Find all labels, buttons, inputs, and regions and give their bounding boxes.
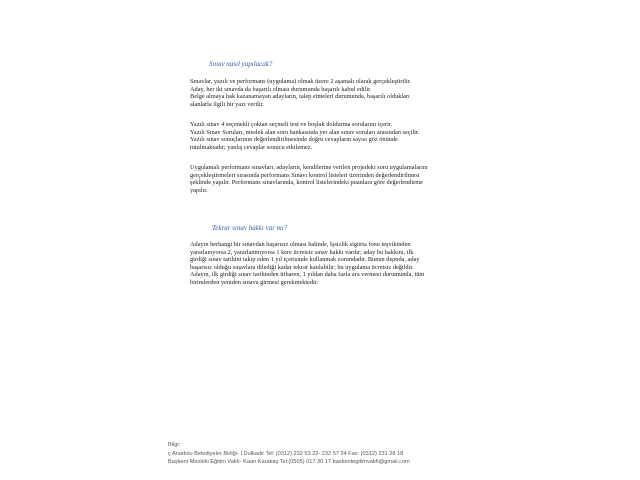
text-line: Adayın, ilk girdiği sınav tarihinden itibaren, 1 yıldan daha fazla ara vermesi durumunda, tüm (190, 271, 425, 279)
text-line: Belge almaya hak kazanamayan adayların, talep etmeleri durumunda, başarılı oldukları (190, 93, 410, 101)
section-heading-retake: Tekrar sınav hakkı var mı? (212, 224, 288, 232)
text-line: Yazılı Sınav Soruları, meslek alan soru bankasında yer alan sınav soruları arasından seçilir. (190, 128, 420, 136)
text-line: Adayın herhangi bir sınavdan başarısız olması halinde, İşsizlik sigorta fonu teşvikinden (190, 241, 411, 248)
text-line: Aday, her iki sınavda da başarılı olması durumunda başarılı kabul edilir. (190, 85, 372, 93)
section-heading-exam-method: Sınav nasıl yapılacak? (209, 60, 273, 68)
text-line: yapılır. (190, 186, 208, 194)
text-line: girdiği sınav tarihini takip eden 1 yıl içerisinde kullanmak zorundadır. Bunun dışında, aday (190, 256, 420, 264)
text-line: başarısız olduğu sınavlara dilediği kadar tekrar katılabilir; bu uygulama ücretsiz değildir. (190, 263, 414, 271)
text-line: birimlerden yeniden sınava girmesi gerekmektedir. (190, 278, 319, 286)
text-line: Uygulamalı performans sınavları, adayların, kendilerine verilen projedeki soru uygulamalarını (190, 164, 428, 171)
text-line: Yazılı sınav 4 seçenekli çoktan seçmeli test ve boşluk doldurma sorularını içerir. (190, 121, 393, 128)
paragraph-retake-rights (190, 241, 472, 287)
footer-label: Bilgi: (168, 442, 181, 448)
footer-contact-foundation: Başkent Mesleki Eğitim Vakfı- Kaan Karakaş Tel:(0505) 017 30 17 baskentegitimvakfi@gmail.com (168, 459, 410, 465)
paragraph-performance-exam (190, 164, 472, 194)
text-line: Yazılı sınav sonuçlarının değerlendirilmesinde doğru cevapların sayısı göz önünde (190, 136, 398, 144)
text-line: Sınavlar, yazılı ve performans (uygulama) olmak üzere 2 aşamalı olarak gerçekleştirilir. (190, 78, 412, 85)
text-line: gerçekleştirmeleri sırasında performans Sınavı kontrol listeleri üzerinden değerlendirilmesi (190, 171, 420, 179)
text-line: şeklinde yapılır. Performans sınavlarında, kontrol listelerindeki puanlara göre değerlendirme (190, 179, 423, 187)
text-line: alanlarla ilgili bir yazı verilir. (190, 100, 264, 108)
text-line: tutulmaktadır; yanlış cevaplar sonucu etkilemez. (190, 143, 313, 151)
contact-footer (168, 441, 410, 467)
paragraph-exam-stages (190, 78, 472, 108)
text-line: yararlanıyorsa 2, yararlanmıyorsa 1 kere ücretsiz sınav hakkı vardır; aday bu hakkını, ilk (190, 248, 414, 256)
paragraph-written-exam (190, 121, 472, 151)
footer-contact-municipality: ç Anadolu Belediyeler Birliği- İ.Dulkadir Tel: (0312) 232 53 22- 232 57 24 Fax: (0312) 231 28 18 (168, 450, 404, 457)
